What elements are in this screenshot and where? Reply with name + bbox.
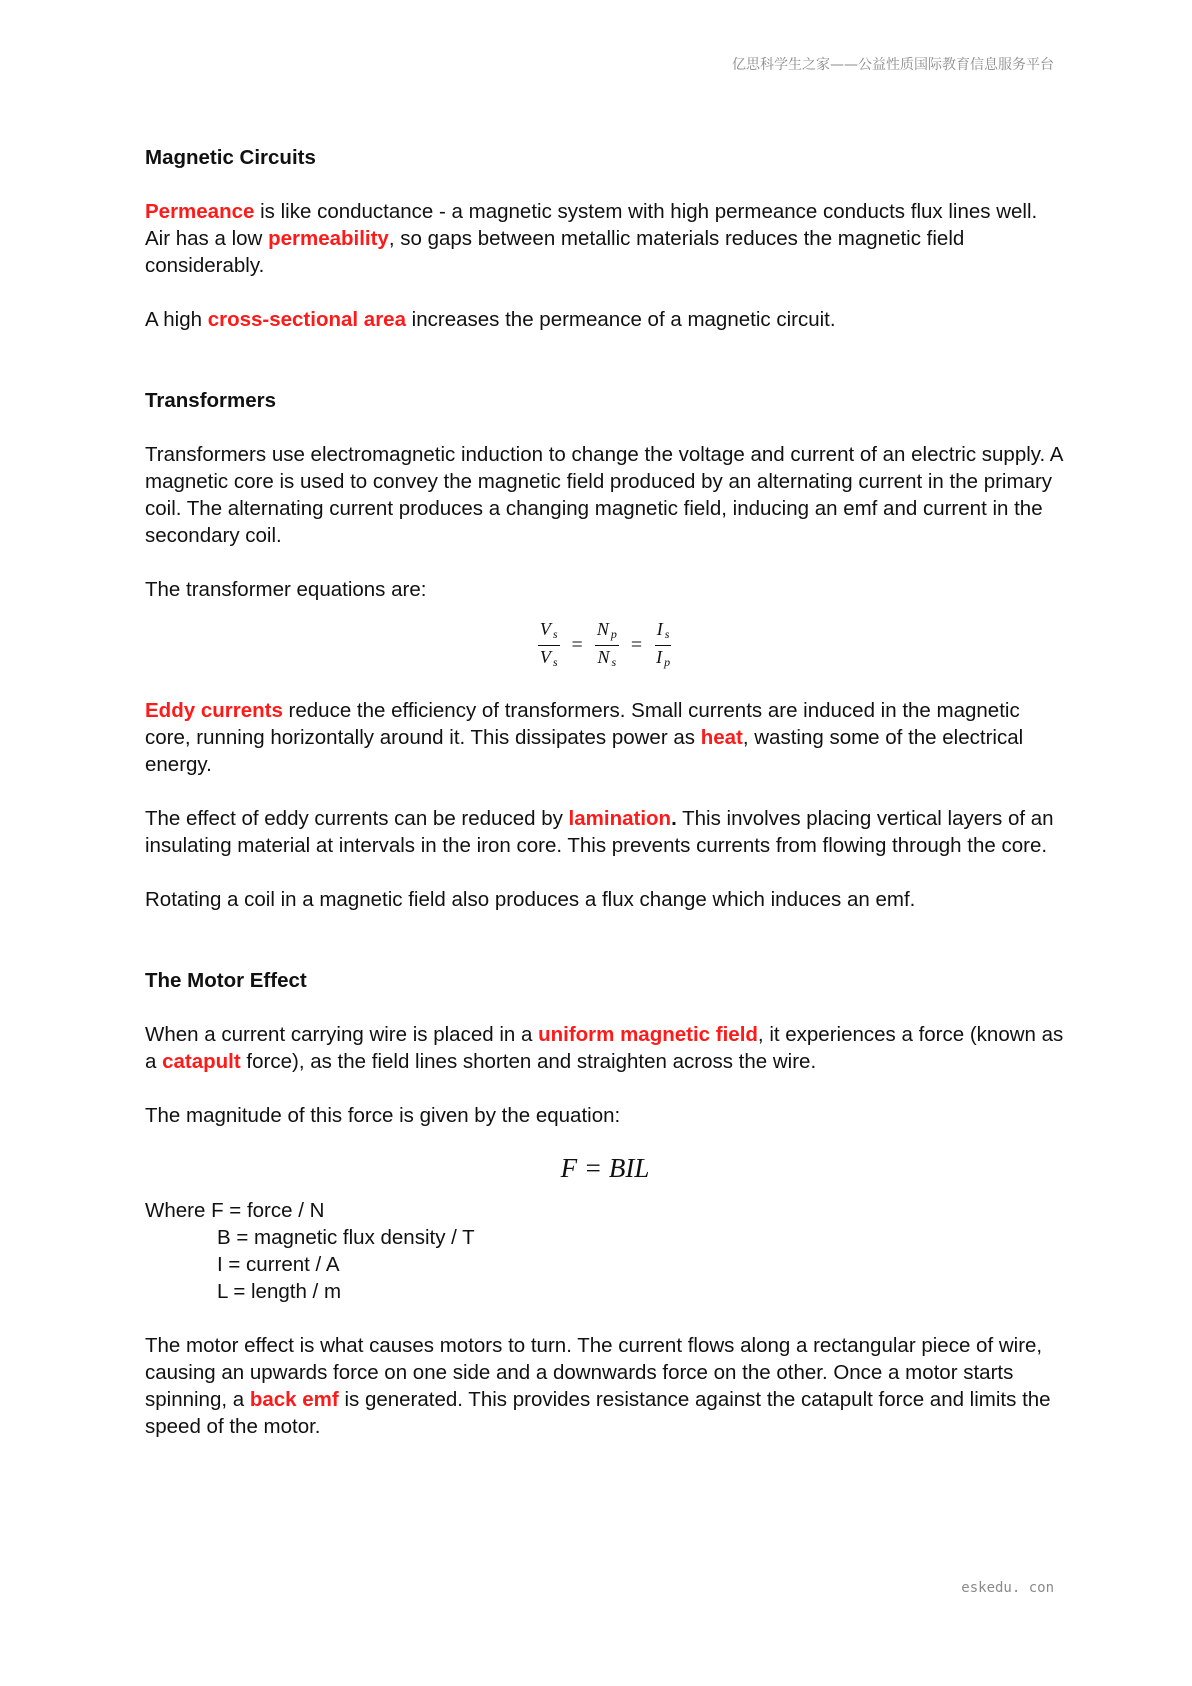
paragraph-eddy-currents — [145, 697, 1065, 778]
text-run: A high — [145, 308, 208, 331]
heading-transformers: Transformers — [145, 389, 277, 412]
document-body — [145, 144, 1065, 1440]
keyword-catapult: catapult — [162, 1050, 241, 1073]
text-run: is like conductance - a magnetic system with high permeance conducts flux lines well. Air has a low — [145, 200, 1038, 250]
text-run: When a current carrying wire is placed in a — [145, 1023, 539, 1046]
text-run: The effect of eddy currents can be reduced by — [145, 807, 569, 830]
paragraph-rotating-coil: Rotating a coil in a magnetic field also produces a flux change which induces an emf. — [145, 888, 916, 911]
text-run: is generated. This provides resistance against the catapult force and limits the speed of the motor. — [145, 1388, 1051, 1438]
fraction-current: $\frac{I _s}{I _p}$ — [656, 618, 671, 669]
transformer-equation — [145, 615, 1065, 675]
paragraph-lamination — [145, 805, 1065, 859]
text-run: , so gaps between metallic materials reduces the magnetic field considerably. — [145, 227, 965, 277]
where-line-flux-density: B = magnetic flux density / T — [217, 1226, 475, 1249]
where-line-force: Where F = force / N — [145, 1199, 325, 1222]
where-line-current: I = current / A — [217, 1253, 340, 1276]
keyword-permeance: Permeance — [145, 200, 255, 223]
text-run: The motor effect is what causes motors to turn. The current flows along a rectangular piece of wire, causing an upwards force on one side and a downwards force on the other. Once a motor starts spinning, a — [145, 1334, 1043, 1411]
heading-magnetic-circuits: Magnetic Circuits — [145, 146, 316, 169]
paragraph-transformers-intro: Transformers use electromagnetic induction to change the voltage and current of an electric supply. A magnetic core is used to convey the magnetic field produced by an alternating current in the primary coil. The alternating current produces a changing magnetic field, inducing an emf and current in the secondary coil. — [145, 443, 1063, 547]
text-run: force), as the field lines shorten and straighten across the wire. — [240, 1050, 817, 1073]
heading-motor-effect: The Motor Effect — [145, 969, 307, 992]
paragraph-force-equation-label: The magnitude of this force is given by the equation: — [145, 1104, 621, 1127]
text-run: reduce the efficiency of transformers. Small currents are induced in the magnetic core, running horizontally around it. This dissipates power as — [145, 699, 1020, 749]
footer-note: eskedu. con — [961, 1580, 1054, 1596]
keyword-permeability: permeability — [268, 227, 389, 250]
paragraph-catapult-force — [145, 1021, 1065, 1075]
text-run: . — [671, 807, 677, 830]
text-run: , wasting some of the electrical energy. — [145, 726, 1024, 776]
keyword-uniform-magnetic-field: uniform magnetic field — [538, 1023, 758, 1046]
paragraph-transformer-equations-label: The transformer equations are: — [145, 578, 427, 601]
text-run: This involves placing vertical layers of an insulating material at intervals in the iron core. This prevents currents from flowing through the core. — [145, 807, 1054, 857]
keyword-cross-sectional-area: cross-sectional area — [207, 308, 406, 331]
equals-sign: = — [630, 633, 643, 656]
where-line-length: L = length / m — [217, 1280, 342, 1303]
fraction-voltage: $\frac{V _s}{V _s}$ — [539, 618, 558, 669]
text-run: increases the permeance of a magnetic circuit. — [405, 308, 836, 331]
paragraph-cross-section — [145, 306, 1065, 333]
keyword-back-emf: back emf — [249, 1388, 339, 1411]
equals-sign: = — [571, 633, 583, 656]
keyword-heat: heat — [700, 726, 743, 749]
keyword-eddy-currents: Eddy currents — [145, 699, 283, 722]
paragraph-back-emf — [145, 1332, 1065, 1440]
keyword-lamination: lamination — [568, 807, 672, 830]
force-equation: F = BIL — [560, 1153, 650, 1183]
fraction-turns: $\frac{N _p}{N _s}$ — [596, 618, 617, 669]
text-run: , it experiences a force (known as a — [145, 1023, 1064, 1073]
paragraph-permeance — [145, 198, 1065, 279]
header-note: 亿思科学生之家——公益性质国际教育信息服务平台 — [732, 57, 1054, 73]
